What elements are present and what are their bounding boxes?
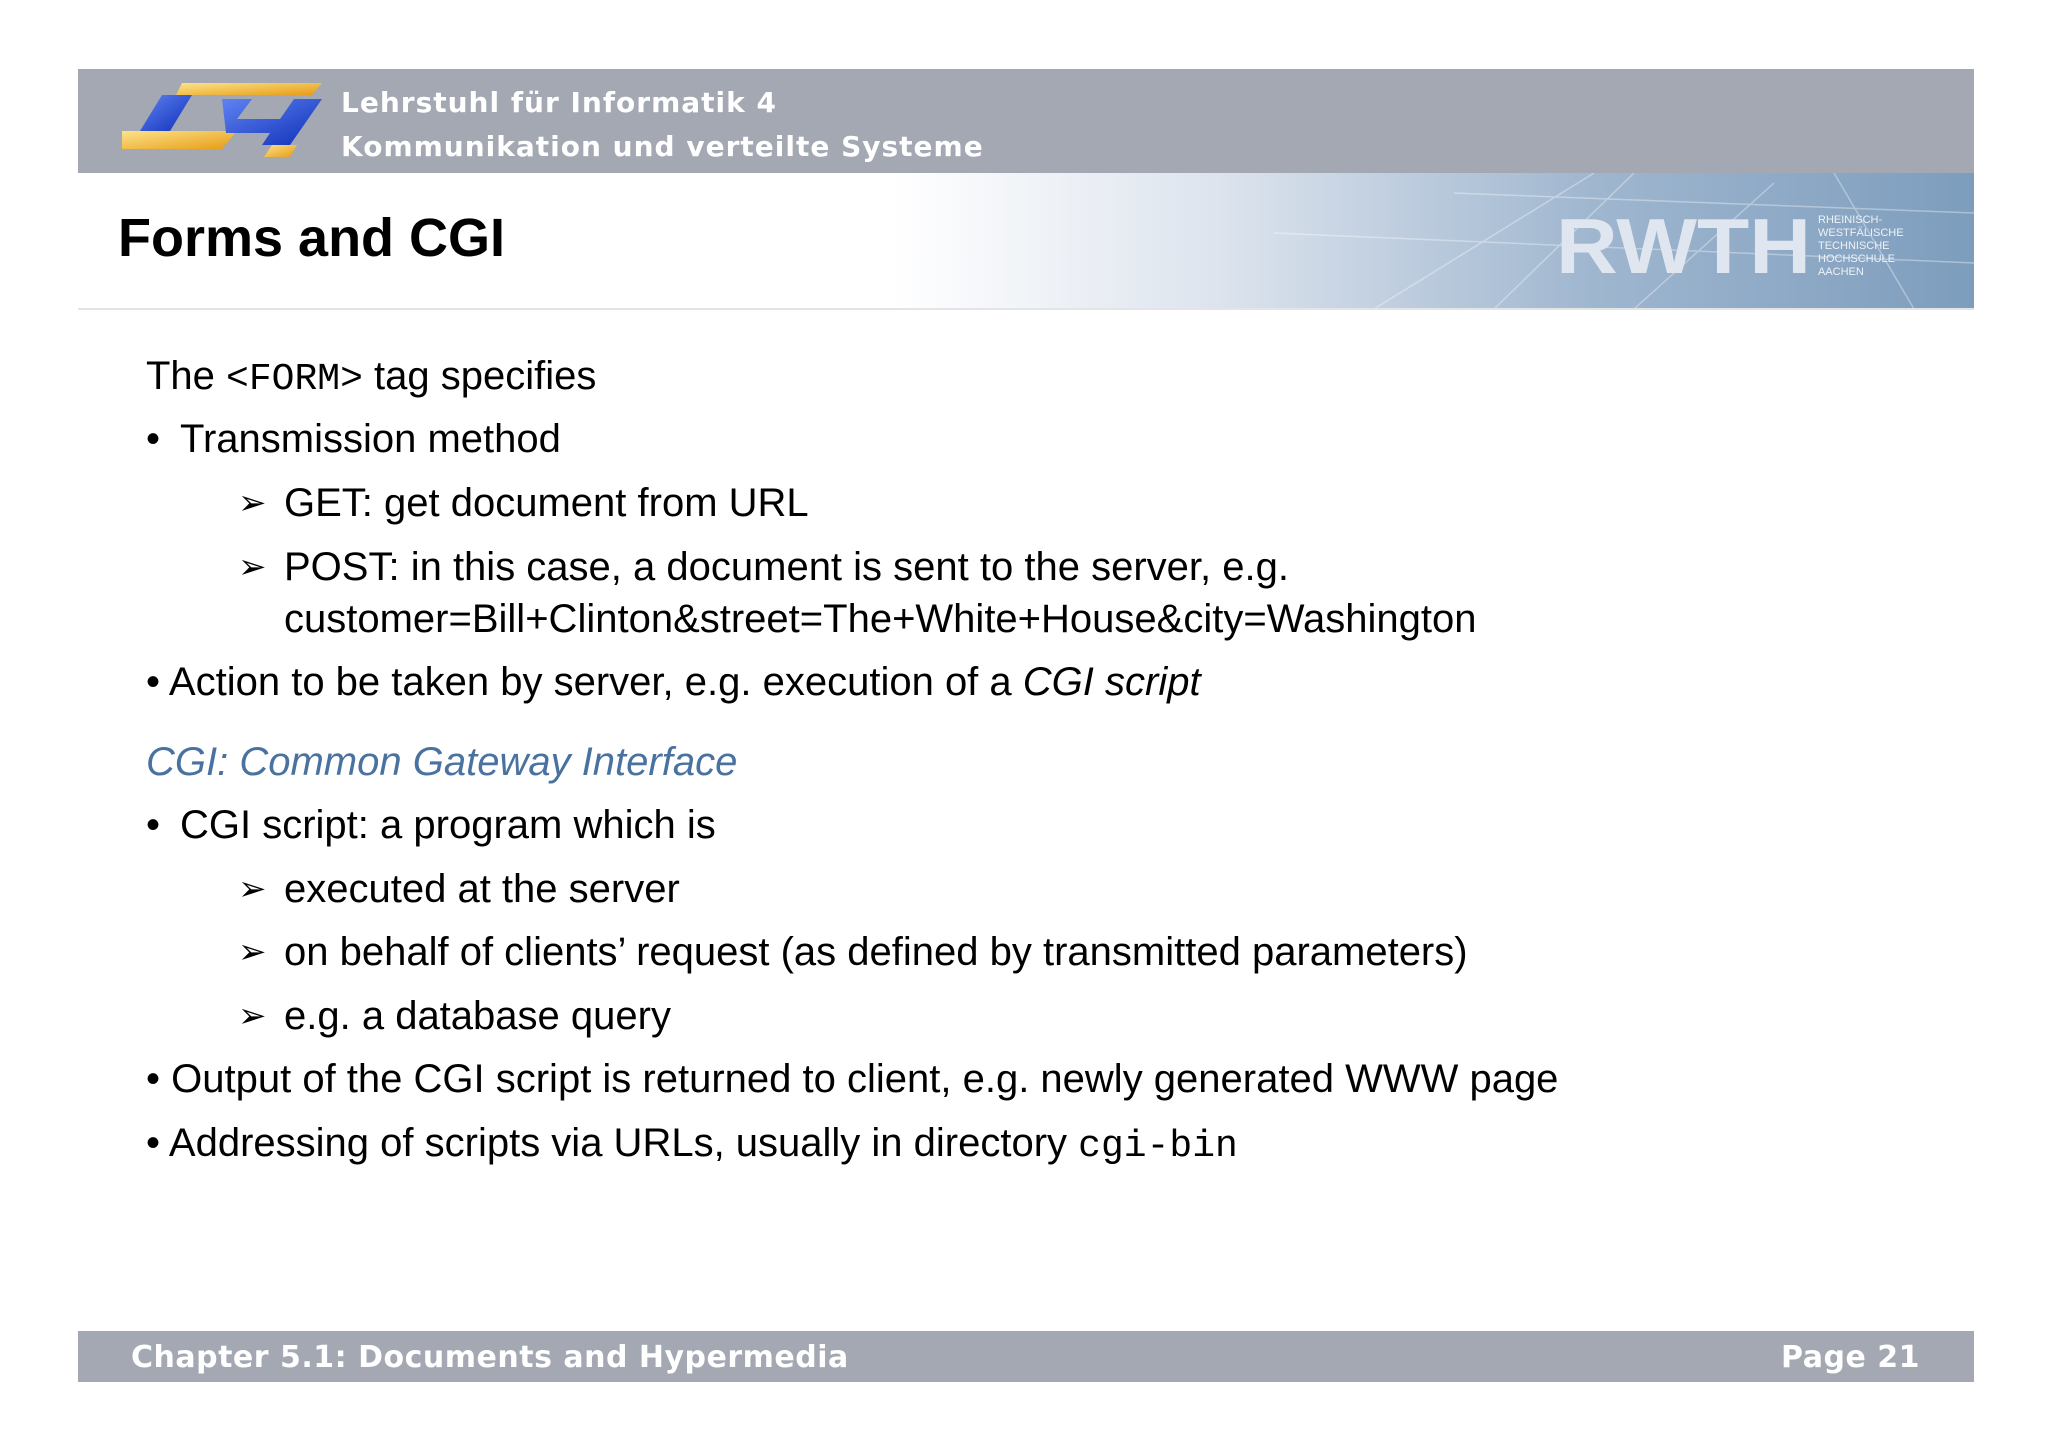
arrow-bullet-icon: ➢ <box>238 870 267 908</box>
sub-bullet-text: e.g. a database query <box>284 994 671 1038</box>
rwth-subtitle-5: AACHEN <box>1818 266 1864 278</box>
header-bar <box>78 69 1974 173</box>
bullet-action <box>146 658 1201 706</box>
institute-department: Kommunikation und verteilte Systeme <box>341 130 984 163</box>
sub-bullet-behalf <box>238 928 1468 978</box>
i4-logo-icon <box>122 83 334 159</box>
bullet-text: Output of the CGI script is returned to client, e.g. newly generated WWW page <box>171 1057 1559 1101</box>
sub-bullet-text: on behalf of clients’ request (as defined by transmitted parameters) <box>284 930 1468 974</box>
bullet-text: Addressing of scripts via URLs, usually in directory <box>168 1121 1079 1165</box>
sub-bullet-text: executed at the server <box>284 867 680 911</box>
institute-name: Lehrstuhl für Informatik 4 <box>341 86 777 119</box>
page-number: Page 21 <box>1781 1340 1920 1375</box>
sub-bullet-get <box>238 479 809 529</box>
bullet-icon: • <box>146 1057 172 1101</box>
bullet-icon: • <box>146 660 169 704</box>
intro-line <box>146 352 596 404</box>
sub-bullet-database <box>238 992 671 1042</box>
intro-suffix: tag specifies <box>362 354 597 398</box>
chapter-label: Chapter 5.1: Documents and Hypermedia <box>131 1340 849 1375</box>
arrow-bullet-icon: ➢ <box>238 933 267 971</box>
rwth-logo-text: RWTH <box>1556 211 1811 279</box>
bullet-icon: • <box>146 803 161 847</box>
bullet-icon: • <box>146 1121 169 1165</box>
rwth-subtitle-1: RHEINISCH- <box>1818 214 1883 226</box>
sub-bullet-post <box>238 543 1289 593</box>
bullet-text: Action to be taken by server, e.g. execution of a <box>168 660 1023 704</box>
sub-bullet-text: POST: in this case, a document is sent to the server, e.g. <box>284 545 1289 589</box>
bullet-icon: • <box>146 417 161 461</box>
bullet-text: CGI script: a program which is <box>180 803 716 847</box>
rwth-subtitle-3: TECHNISCHE <box>1818 240 1890 252</box>
rwth-logo-icon <box>1556 211 1936 279</box>
sub-bullet-text: GET: get document from URL <box>284 481 809 525</box>
intro-text: The <box>146 354 227 398</box>
arrow-bullet-icon: ➢ <box>238 548 267 586</box>
sub-bullet-executed <box>238 865 680 915</box>
cgi-script-emphasis: CGI script <box>1022 660 1201 704</box>
bullet-text: Transmission method <box>180 417 561 461</box>
bullet-output <box>146 1055 1558 1103</box>
footer-bar <box>78 1331 1974 1382</box>
cgi-bin-code: cgi-bin <box>1078 1125 1238 1168</box>
bullet-cgi-script <box>146 801 716 849</box>
page-title: Forms and CGI <box>118 208 506 268</box>
bullet-addressing <box>146 1119 1238 1171</box>
section-heading: CGI: Common Gateway Interface <box>146 740 738 784</box>
rwth-subtitle-4: HOCHSCHULE <box>1818 253 1896 265</box>
rwth-subtitle-2: WESTFÄLISCHE <box>1818 227 1904 239</box>
arrow-bullet-icon: ➢ <box>238 484 267 522</box>
form-tag-code: <FORM> <box>226 358 363 401</box>
title-divider <box>78 308 1974 310</box>
arrow-bullet-icon: ➢ <box>238 997 267 1035</box>
bullet-transmission <box>146 415 561 463</box>
post-example: customer=Bill+Clinton&street=The+White+House&city=Washington <box>284 597 1477 641</box>
